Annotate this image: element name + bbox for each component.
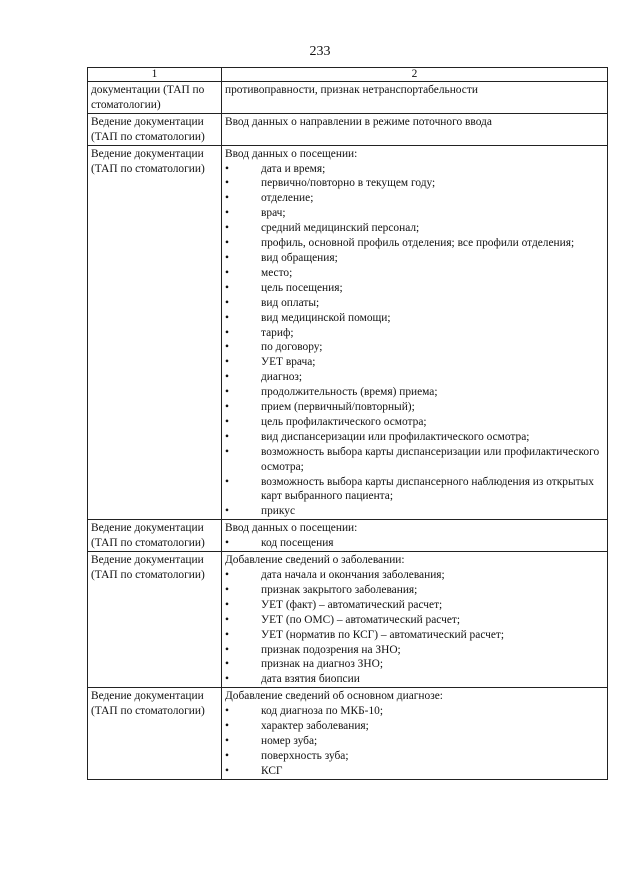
list-item: • характер заболевания;	[225, 719, 605, 734]
section-cell: Ведение документации (ТАП по стоматологии)	[88, 688, 222, 779]
content-cell	[222, 82, 608, 114]
list-item: • дата взятия биопсии	[225, 672, 605, 687]
content-heading: Добавление сведений о заболевании:	[225, 554, 405, 567]
section-cell: Ведение документации (ТАП по стоматологии)	[88, 145, 222, 520]
list-item: • продолжительность (время) приема;	[225, 385, 605, 400]
table-row	[88, 82, 608, 114]
content-heading: Ввод данных о направлении в режиме поточного ввода	[225, 115, 492, 128]
list-item: • признак на диагноз ЗНО;	[225, 657, 605, 672]
list-item: • первично/повторно в текущем году;	[225, 176, 605, 191]
list-item: • номер зуба;	[225, 734, 605, 749]
content-cell	[222, 688, 608, 779]
content-cell	[222, 520, 608, 552]
list-item: • место;	[225, 266, 605, 281]
list-item: • код посещения	[225, 536, 605, 551]
document-table	[87, 67, 608, 780]
content-cell	[222, 552, 608, 688]
list-item: • КСГ	[225, 764, 605, 779]
list-item: • отделение;	[225, 191, 605, 206]
list-item: • поверхность зуба;	[225, 749, 605, 764]
list-item: • профиль, основной профиль отделения; все профили отделения;	[225, 236, 605, 251]
list-item: • УЕТ (факт) – автоматический расчет;	[225, 598, 605, 613]
list-item: • по договору;	[225, 340, 605, 355]
list-item: • возможность выбора карты диспансерного наблюдения из открытых карт выбранного пациента;	[225, 475, 605, 505]
section-cell: документации (ТАП по стоматологии)	[88, 82, 222, 114]
list-item: • средний медицинский персонал;	[225, 221, 605, 236]
content-cell	[222, 145, 608, 520]
list-item: • УЕТ (по ОМС) – автоматический расчет;	[225, 613, 605, 628]
list-item: • прикус	[225, 504, 605, 519]
content-heading: Добавление сведений об основном диагнозе:	[225, 690, 443, 703]
list-item: • дата и время;	[225, 162, 605, 177]
section-cell: Ведение документации (ТАП по стоматологии)	[88, 520, 222, 552]
section-cell: Ведение документации (ТАП по стоматологии)	[88, 113, 222, 145]
list-item: • вид оплаты;	[225, 296, 605, 311]
list-item: • возможность выбора карты диспансеризации или профилактического осмотра;	[225, 445, 605, 475]
table-body	[88, 82, 608, 780]
list-item: • прием (первичный/повторный);	[225, 400, 605, 415]
list-item: • вид медицинской помощи;	[225, 311, 605, 326]
list-item: • УЕТ врача;	[225, 355, 605, 370]
list-item: • признак закрытого заболевания;	[225, 583, 605, 598]
page-number: 233	[309, 44, 331, 59]
section-cell: Ведение документации (ТАП по стоматологии)	[88, 552, 222, 688]
list-item: • цель посещения;	[225, 281, 605, 296]
list-item: • вид диспансеризации или профилактического осмотра;	[225, 430, 605, 445]
content-heading: Ввод данных о посещении:	[225, 522, 358, 535]
list-item: • вид обращения;	[225, 251, 605, 266]
content-cell	[222, 113, 608, 145]
table-row	[88, 145, 608, 520]
list-item: • УЕТ (норматив по КСГ) – автоматический расчет;	[225, 628, 605, 643]
list-item: • цель профилактического осмотра;	[225, 415, 605, 430]
table-row	[88, 552, 608, 688]
table-row	[88, 113, 608, 145]
list-item: • дата начала и окончания заболевания;	[225, 568, 605, 583]
list-item: • признак подозрения на ЗНО;	[225, 643, 605, 658]
column-header-1: 1	[88, 68, 222, 82]
list-item: • врач;	[225, 206, 605, 221]
list-item: • диагноз;	[225, 370, 605, 385]
content-heading: Ввод данных о посещении:	[225, 147, 358, 160]
column-header-2: 2	[222, 68, 608, 82]
list-item: • код диагноза по МКБ-10;	[225, 704, 605, 719]
table-header-row	[88, 68, 608, 82]
table-row	[88, 688, 608, 779]
list-item: • тариф;	[225, 326, 605, 341]
content-heading: противоправности, признак нетранспортабельности	[225, 84, 478, 96]
table-row	[88, 520, 608, 552]
